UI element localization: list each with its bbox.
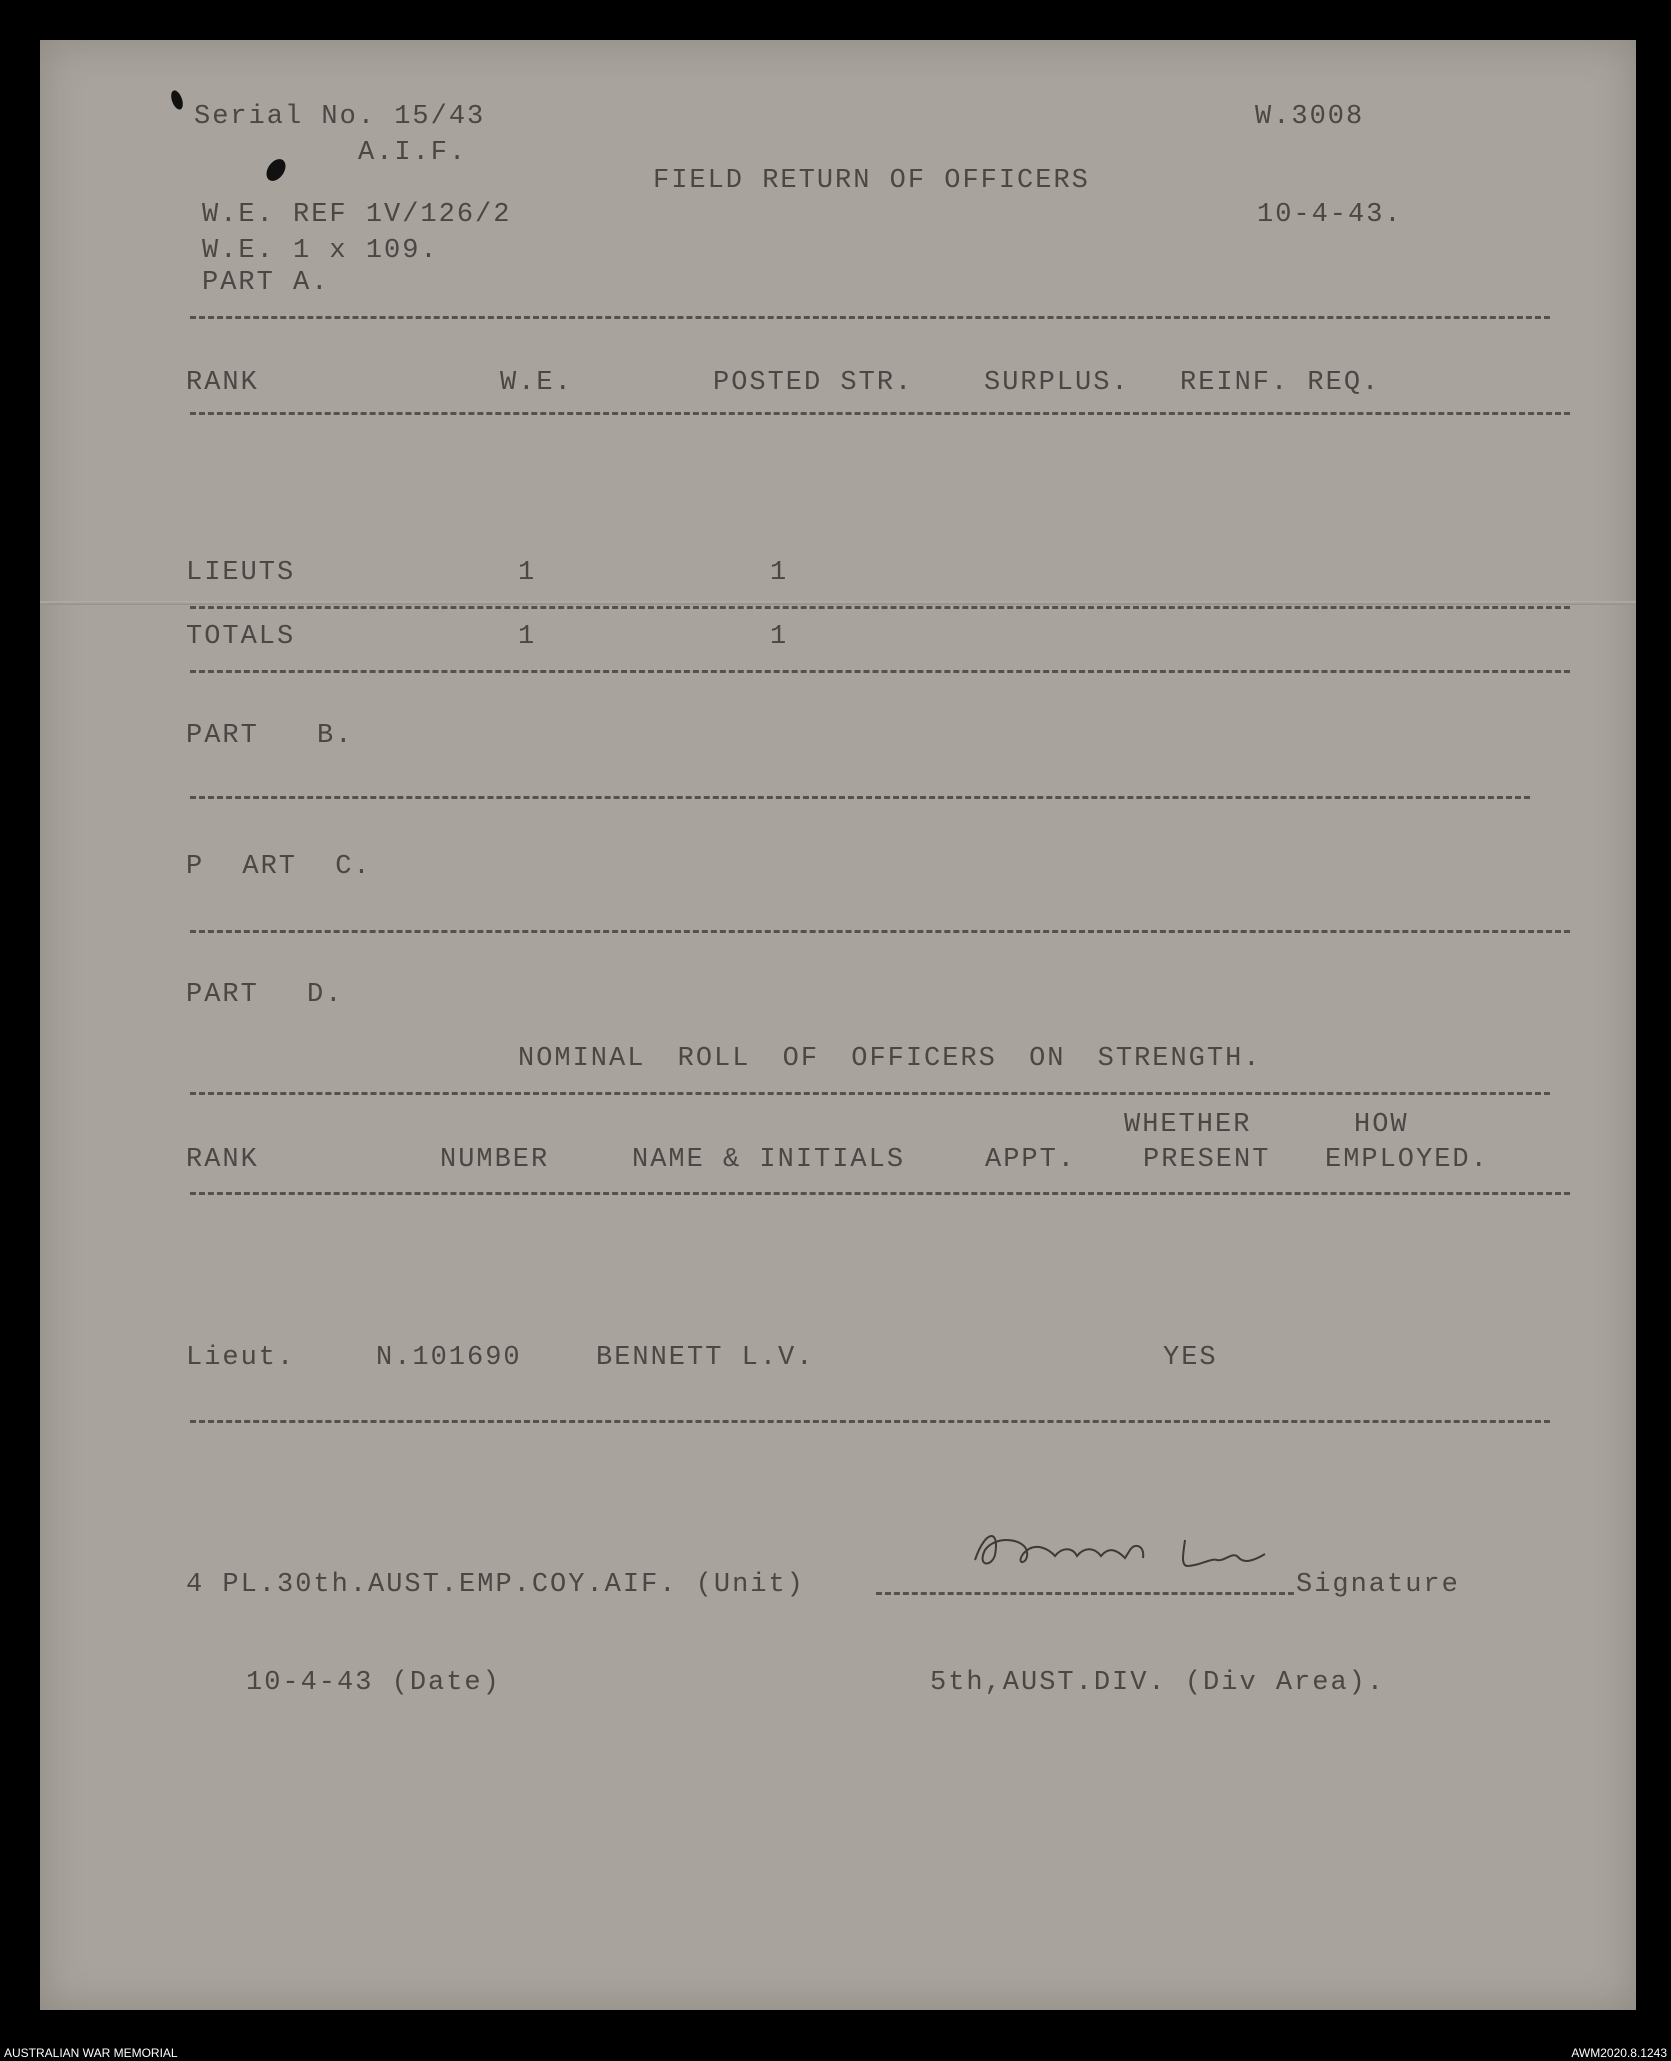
row-lieuts-posted: 1 (770, 558, 789, 588)
row-totals-posted: 1 (770, 622, 789, 652)
divider-line (190, 1420, 1550, 1423)
divider-line (190, 316, 1550, 319)
nominal-roll-title: NOMINAL ROLL OF OFFICERS ON STRENGTH. (518, 1044, 1262, 1074)
col-header-reinf: REINF. REQ. (1180, 368, 1381, 398)
we-reference: W.E. REF 1V/126/2 (202, 200, 512, 230)
row-totals-rank: TOTALS (186, 622, 296, 652)
roll-row-present: YES (1163, 1343, 1218, 1373)
archive-credit: AUSTRALIAN WAR MEMORIAL (4, 2046, 178, 2060)
part-a-label: PART A. (202, 268, 330, 298)
divider-line (190, 1192, 1570, 1195)
row-lieuts-rank: LIEUTS (186, 558, 296, 588)
div-area: 5th,AUST.DIV. (Div Area). (930, 1668, 1386, 1698)
row-lieuts-we: 1 (518, 558, 537, 588)
roll-row-rank: Lieut. (186, 1343, 296, 1373)
signature-line (876, 1592, 1294, 1595)
col-header-we: W.E. (500, 368, 573, 398)
document-page (40, 40, 1636, 2010)
row-totals-we: 1 (518, 622, 537, 652)
roll-header-employed: EMPLOYED. (1325, 1145, 1489, 1175)
divider-line (190, 606, 1570, 609)
form-number: W.3008 (1255, 102, 1365, 132)
document-title: FIELD RETURN OF OFFICERS (653, 166, 1090, 196)
handwritten-signature (955, 1520, 1315, 1580)
part-d-label: PART D. (186, 980, 344, 1010)
divider-line (190, 1092, 1550, 1095)
paper-fold-line (40, 601, 1636, 605)
col-header-posted: POSTED STR. (713, 368, 914, 398)
roll-header-how: HOW (1354, 1110, 1409, 1140)
col-header-surplus: SURPLUS. (984, 368, 1130, 398)
divider-line (190, 796, 1530, 799)
date-bottom: 10-4-43 (Date) (246, 1668, 501, 1698)
part-c-label: P ART C. (186, 852, 372, 882)
archive-reference: AWM2020.8.1243 (1571, 2046, 1667, 2060)
roll-header-appt: APPT. (985, 1145, 1077, 1175)
roll-row-name: BENNETT L.V. (596, 1343, 815, 1373)
aif-label: A.I.F. (358, 138, 468, 168)
roll-row-number: N.101690 (376, 1343, 522, 1373)
roll-header-rank: RANK (186, 1145, 259, 1175)
col-header-rank: RANK (186, 368, 259, 398)
part-b-label: PART B. (186, 721, 354, 751)
date-top: 10-4-43. (1257, 200, 1403, 230)
we-109: W.E. 1 x 109. (202, 236, 439, 266)
roll-header-number: NUMBER (440, 1145, 550, 1175)
roll-header-name: NAME & INITIALS (632, 1145, 906, 1175)
divider-line (190, 930, 1570, 933)
roll-header-present: PRESENT (1143, 1145, 1271, 1175)
signature-label: Signature (1296, 1570, 1460, 1600)
roll-header-whether: WHETHER (1124, 1110, 1252, 1140)
serial-number: Serial No. 15/43 (194, 102, 486, 132)
divider-line (190, 670, 1570, 673)
divider-line (190, 412, 1570, 415)
unit-label: 4 PL.30th.AUST.EMP.COY.AIF. (Unit) (186, 1570, 805, 1600)
